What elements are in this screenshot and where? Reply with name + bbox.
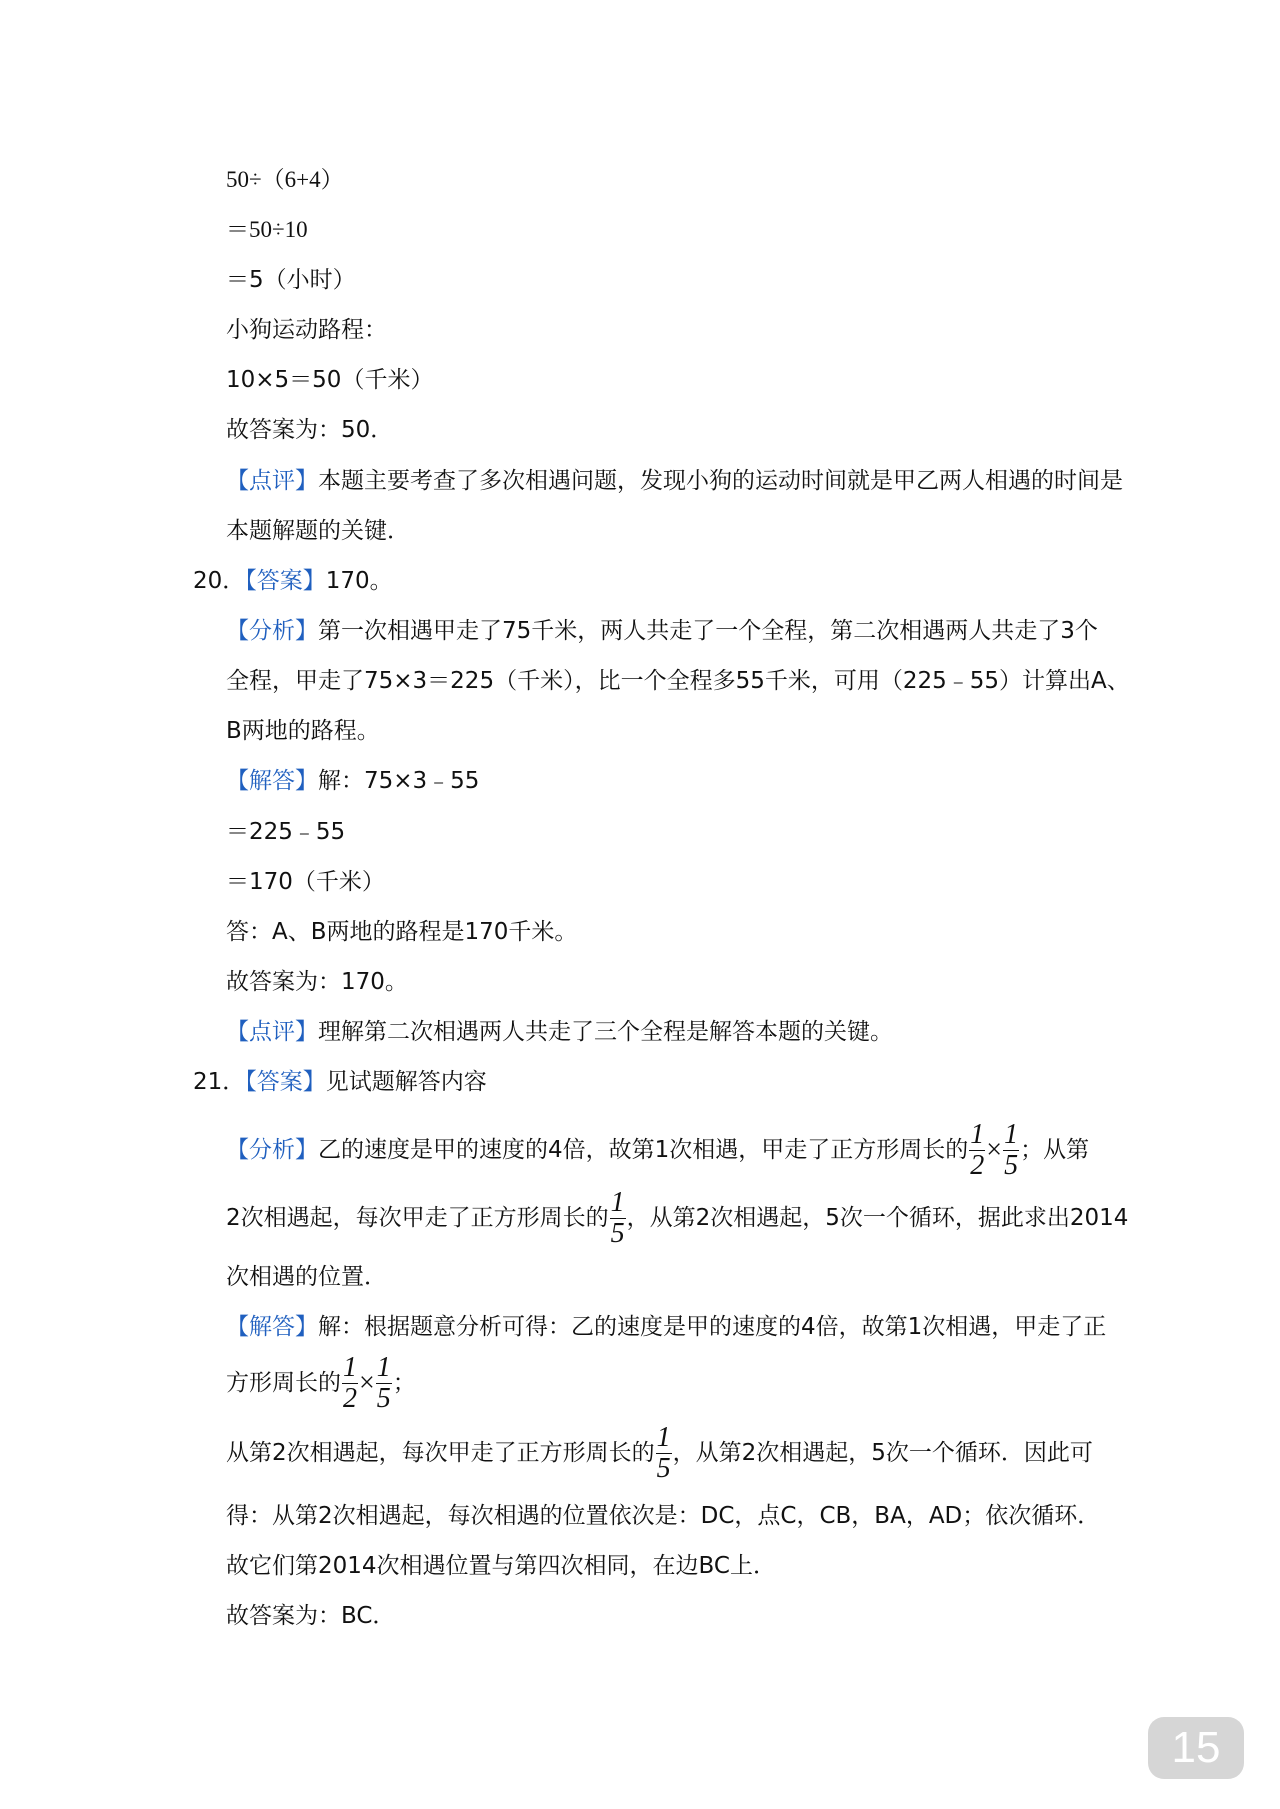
text-line: ＝225﹣55 [226,819,346,845]
numerator: 1 [610,1187,625,1218]
solution-text: 解：75×3﹣55 [318,768,480,794]
text-line: 得：从第2次相遇起，每次相遇的位置依次是：DC，点C，CB，BA，AD；依次循环． [226,1503,1101,1529]
text-segment: 2次相遇起，每次甲走了正方形周长的 [226,1205,609,1231]
text-line: 故答案为：170。 [226,969,408,995]
solution-line [226,1312,1106,1342]
analysis-tag: 【分析】 [226,1137,318,1163]
analysis-text: ；从第 [1020,1137,1090,1163]
times-sign: × [359,1367,375,1399]
fraction [376,1353,392,1414]
text-segment: 从第2次相遇起，每次甲走了正方形周长的 [226,1440,655,1466]
analysis-text: 第一次相遇甲走了75千米，两人共走了一个全程，第二次相遇两人共走了3个 [318,618,1098,644]
solution-text: 解：根据题意分析可得：乙的速度是甲的速度的4倍，故第1次相遇，甲走了正 [318,1314,1107,1340]
fraction [1003,1120,1019,1181]
comment-line [226,1017,893,1047]
text-segment: 方形周长的 [226,1370,341,1396]
comment-text: 理解第二次相遇两人共走了三个全程是解答本题的关键。 [318,1019,893,1045]
text-line: 故答案为：50． [226,417,394,443]
text-line: 小狗运动路程： [226,317,387,343]
fraction [610,1188,626,1249]
text-line [226,1180,1128,1256]
text-line: ＝170（千米） [226,869,385,895]
answer-text: 见试题解答内容 [325,1069,487,1095]
comment-tag: 【点评】 [226,1019,318,1045]
numerator: 1 [1004,1119,1019,1150]
text-line: 本题解题的关键． [226,518,410,544]
text-line: 故答案为：BC． [226,1603,396,1629]
text-segment: ，从第2次相遇起，5次一个循环．因此可 [672,1440,1093,1466]
answer-text: 170。 [325,568,393,594]
answer-tag: 【答案】 [245,1069,326,1095]
text-line: 次相遇的位置． [226,1264,387,1290]
question-20-header [193,566,393,596]
text-line: 50÷（6+4） [226,167,344,192]
analysis-text: 乙的速度是甲的速度的4倍，故第1次相遇，甲走了正方形周长的 [318,1137,969,1163]
fraction [342,1353,358,1414]
analysis-line [226,1112,1089,1189]
denominator: 5 [656,1453,671,1484]
fraction [969,1120,985,1181]
denominator: 2 [343,1383,357,1414]
fraction [656,1423,672,1484]
text-line: ＝5（小时） [226,267,356,293]
comment-line [226,466,1123,496]
text-line: 故它们第2014次相遇位置与第四次相同，在边BC上． [226,1553,776,1579]
denominator: 5 [1004,1150,1019,1181]
numerator: 1 [656,1422,671,1453]
numerator: 1 [376,1352,391,1383]
numerator: 1 [343,1352,357,1383]
text-line: 答：A、B两地的路程是170千米。 [226,919,578,945]
question-number: 20． [193,568,246,594]
text-line: 全程，甲走了75×3＝225（千米），比一个全程多55千米，可用（225﹣55）计算出A、 [226,668,1130,694]
text-segment: ，从第2次相遇起，5次一个循环，据此求出2014 [626,1205,1129,1231]
text-line: ＝50÷10 [226,217,308,242]
denominator: 5 [610,1218,625,1249]
text-line [226,1415,1093,1491]
text-line: B两地的路程。 [226,718,380,744]
text-line [226,1345,416,1422]
times-sign: × [986,1134,1003,1166]
question-21-header [193,1067,487,1097]
page-number-badge: 15 [1148,1717,1244,1779]
analysis-tag: 【分析】 [226,618,318,644]
question-number: 21． [193,1069,246,1095]
comment-tag: 【点评】 [226,468,318,494]
comment-text: 本题主要考查了多次相遇问题，发现小狗的运动时间就是甲乙两人相遇的时间是 [318,468,1123,494]
denominator: 2 [970,1150,985,1181]
solution-line [226,766,479,796]
solution-tag: 【解答】 [226,768,318,794]
text-line: 10×5＝50（千米） [226,367,434,393]
solution-tag: 【解答】 [226,1314,318,1340]
denominator: 5 [376,1383,391,1414]
text-segment: ； [392,1370,416,1396]
numerator: 1 [970,1119,985,1150]
analysis-line [226,616,1098,646]
answer-tag: 【答案】 [245,568,326,594]
